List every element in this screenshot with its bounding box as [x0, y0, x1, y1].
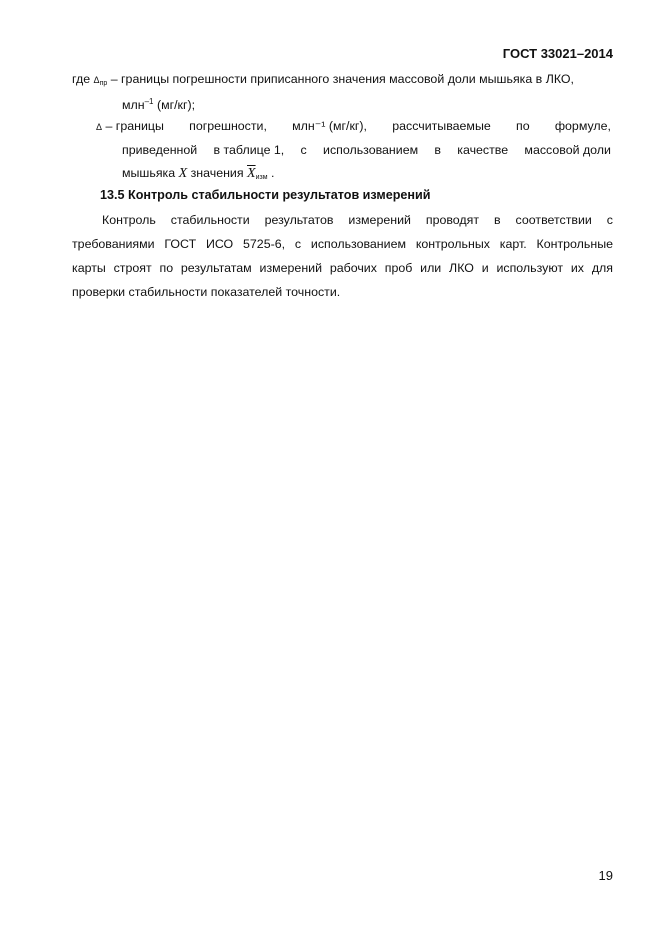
delta-symbol-2: Δ [96, 122, 103, 132]
delta-subscript: пр [99, 80, 108, 87]
word: использованием [323, 143, 419, 157]
unit-text: млн [122, 98, 145, 112]
word: – границы [105, 119, 164, 133]
word: формуле, [554, 119, 611, 133]
word: качестве [457, 143, 509, 157]
period: . [270, 166, 275, 180]
unit-tail: (мг/кг); [156, 98, 196, 112]
word: в [434, 143, 441, 157]
word: приведенной [122, 143, 198, 157]
definition-delta-line3 [122, 165, 274, 186]
document-code: ГОСТ 33021–2014 [502, 46, 613, 61]
paragraph-line-1: Контроль стабильности результатов измерений проводят в соответствии с [102, 213, 613, 227]
variable-x: X [178, 166, 188, 181]
paragraph-line-4: проверки стабильности показателей точности. [72, 285, 341, 299]
section-heading: 13.5 Контроль стабильности результатов измерений [100, 188, 431, 202]
definition-delta-pr-unit [122, 94, 195, 113]
definition-delta-line1 [96, 118, 611, 135]
paragraph-line-2: требованиями ГОСТ ИСО 5725-6, с использованием контрольных карт. Контрольные [72, 237, 613, 251]
definition-delta-pr [72, 71, 574, 92]
definition-delta-line2 [122, 142, 611, 158]
word: по [516, 119, 530, 133]
x-bar-subscript: изм [255, 174, 268, 181]
word: рассчитываемые [392, 119, 491, 133]
word: с [300, 143, 307, 157]
unit-superscript: –1 [144, 97, 154, 106]
word: в таблице 1, [213, 143, 285, 157]
delta-symbol: Δ [93, 75, 100, 85]
word: значения [190, 166, 244, 180]
definition-text: – границы погрешности приписанного значения массовой доли мышьяка в ЛКО, [110, 72, 575, 86]
variable-x-bar: $\overline{X}$ [247, 166, 256, 181]
where-word: где [72, 72, 91, 86]
page-number: 19 [598, 868, 613, 883]
delta-word-group [96, 118, 164, 135]
word: погрешности, [189, 119, 267, 133]
word: млн⁻¹ (мг/кг), [292, 119, 367, 133]
word: мышьяка [122, 166, 176, 180]
word: массовой доли [524, 143, 611, 157]
paragraph-line-3: карты строят по результатам измерений рабочих проб или ЛКО и используют их для [72, 261, 613, 275]
